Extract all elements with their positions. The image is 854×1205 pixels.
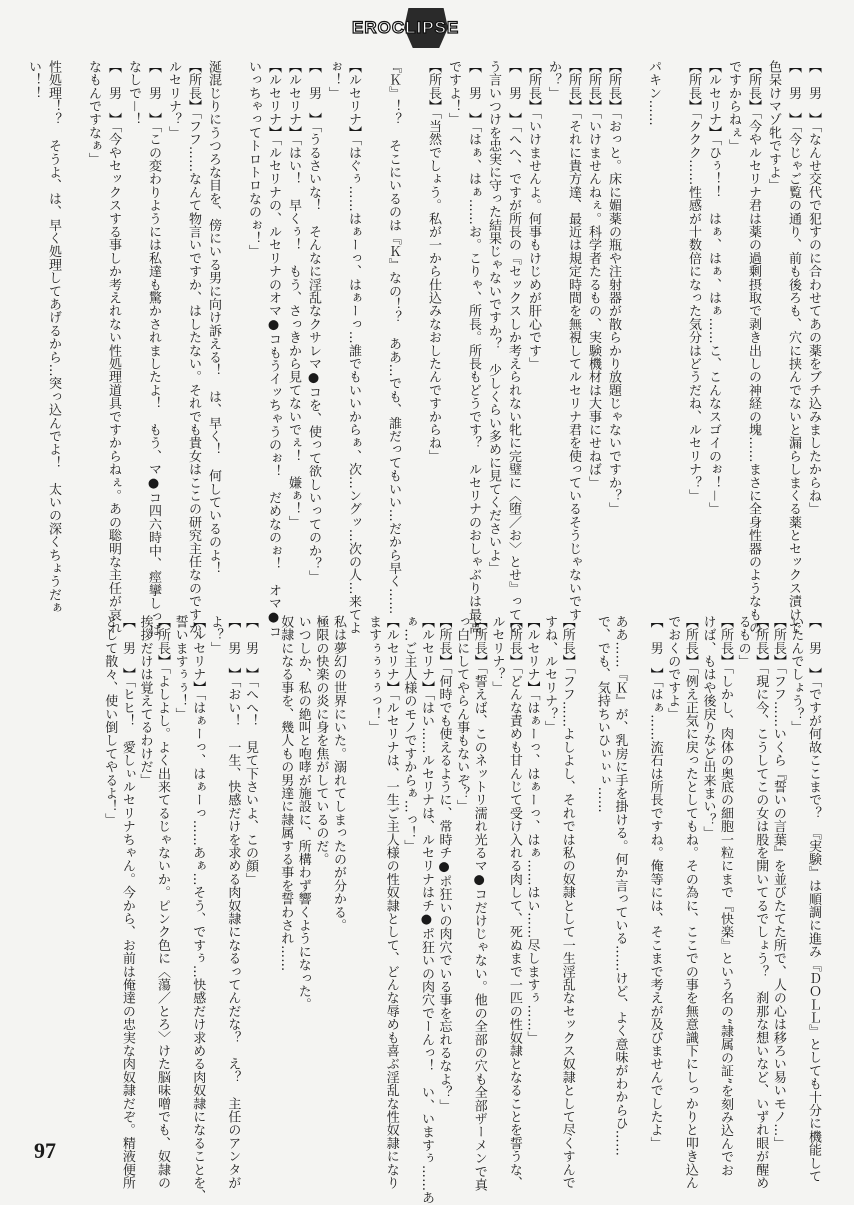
text-column	[345, 615, 363, 1155]
text-column: で、でも、気持ちいひぃぃぃ……	[594, 615, 610, 813]
text-column: 【 男 】「なんせ交代で犯すのに合わせてあの薬をブチ込みましたからね」	[806, 60, 821, 516]
text-column: 【 男 】「おい！ 一生、快感だけを求める肉奴隷になるってんだな？ え？ 主任のアンタが	[225, 615, 241, 1190]
text-column: 【所長】「しかし、肉体の奥底の細胞一粒にまで『快楽』という名の“隷属の証”を刻み込んでお	[718, 615, 734, 1177]
text-column: として散々、使い倒してやるよ！」	[102, 615, 118, 827]
text-column: ですからねぇ」	[726, 60, 741, 153]
text-column: ですよ！」	[446, 60, 461, 126]
text-column: 【所長】「例え正気に戻ったとしてもね。その為に、ここでの事を無意識下にしっかりと叩き込ん	[682, 615, 698, 1190]
text-column: ぉ！」	[326, 60, 341, 100]
text-column: 【ルセリナ】「はい……ルセリナは、ルセリナはチ●ポ狂いの肉穴でーんっ！ い、いますぅ……あ	[418, 615, 434, 1205]
text-column: 【所長】「当然でしょう。私が一から仕込みなおしたんですからね」	[426, 60, 441, 463]
text-column: いっちゃってトロトロなのぉ！」	[246, 60, 261, 258]
text-column	[60, 60, 80, 600]
text-column: 【所長】「フフ……いくら『誓いの言葉』を並びたてた所で、人の心は移ろい易いモノ…」	[770, 615, 786, 1150]
text-column: 極限の快楽の炎に身を焦がしているのだ。	[313, 615, 329, 866]
text-column: 【ルセリナ】「ひぅ！！ はぁ、はぁ、はぁ……こ、こんなスゴイのぉ！－」	[706, 60, 721, 516]
text-column: 【 男 】「この変わりようには私達も驚かされましたよ！ もう、マ●コ四六時中、痙攣しっぱ	[146, 60, 161, 637]
logo-text: EROCLIPSE	[352, 18, 460, 37]
text-column: 【所長】「いけませんよ。何事もけじめが肝心です」	[526, 60, 541, 371]
text-column: う言いつけを忠実に守った結果じゃないですか？ 少しくらい多めに見てくださいよ」	[486, 60, 501, 575]
text-column	[574, 615, 592, 1155]
text-column: 『Ｋ』！？ そこにいるのは『Ｋ』なの！？ ああ…でも、誰だってもいい…だから早く……	[386, 60, 401, 615]
text-column: 【所長】「いけませんねぇ。科学者たるもの、実験機材は大事にせねば」	[586, 60, 601, 490]
text-column: 【 男 】「はぁ、はぁ……お。こりゃ、所長。所長もどうです？ ルセリナのおしゃぶりは最高	[466, 60, 481, 635]
text-column: 【所長】「ククク……性感が十数倍になった気分はどうだね、ルセリナ？」	[686, 60, 701, 503]
text-column: 【ルセリナ】「ルセリナの、ルセリナのオマ●コもうイッちゃうのぉ！ だめなのぉ！ オマ●コ	[266, 60, 281, 639]
text-column: 涎混じりにうつろな目を、傍にいる男に向け訴える！ は、早く！ 何しているのよ！	[206, 60, 221, 575]
text-column: 色呆けマゾ牝ですよ」	[766, 60, 781, 192]
text-column: ああ……『Ｋ』が、乳房に手を掛ける。何か言っている……けど、よく意味がわからひ……	[612, 615, 628, 1157]
text-column: 【ルセリナ】「はぐぅ……はぁーっ、はぁーっ…誰でもいいからぁ、次…ングッ…次の人…来てよ	[346, 60, 361, 635]
text-column: 【 男 】「はぁ……流石は所長ですね。俺等には、そこまで考えが及びませんでしたよ」	[647, 615, 663, 1150]
text-column: 【ルセリナ】「はぁーっ、はぁーっ……あぁ…そう、ですぅ…快感だけ求める肉奴隷になることを、	[190, 615, 206, 1203]
text-column: 【ルセリナ】「ルセリナは、一生ご主人様の性奴隷として、どんな辱めも喜ぶ淫乱な性奴隷になり	[383, 615, 399, 1190]
text-column: よ？」	[207, 615, 223, 655]
text-column: ぁ…ご主人様のモノですからぁ…っ！」	[401, 615, 417, 853]
text-column: 【所長】「どんな責めも甘んじて受け入れる肉して、死ぬまで一匹の性奴隷となることを誓うな、	[506, 615, 522, 1190]
text-column: 【 男 】「今じゃご覧の通り、前も後ろも、穴に挟んでないと漏らしまくる薬とセックス漬けで	[786, 60, 801, 635]
text-column: 【所長】「おっと。床に媚薬の瓶や注射器が散らかり放題じゃないですか？」	[606, 60, 621, 516]
text-column: なしで－！	[126, 60, 141, 126]
text-column: 【所長】「今やルセリナ君は薬の過剰摂取で剥き出しの神経の塊……まさに全身性器のようなもの	[746, 60, 761, 635]
text-column: るもの」	[735, 615, 751, 668]
text-column: ルセリナ？」	[489, 615, 505, 695]
text-column	[660, 60, 680, 600]
text-column: 【所長】「それに貴方達、最近は規定時間を無視してルセリナ君を使っているそうじゃないです	[566, 60, 581, 622]
text-column: か？」	[546, 60, 561, 100]
text-column: すね、ルセリナ？」	[542, 615, 558, 734]
text-column	[220, 60, 240, 600]
text-column: 【所長】「現に今、こうしてこの女は股を開いてるでしょう？ 刹那な想いなど、いずれ眼が醒め	[753, 615, 769, 1190]
text-column: ますぅぅぅぅっ！」	[366, 615, 382, 734]
text-column: 挨拶だけは覚えてるわけだ」	[137, 615, 153, 787]
series-logo	[352, 8, 512, 48]
page-number: 97	[34, 1138, 56, 1163]
text-column: ルセリナ？」	[166, 60, 181, 140]
text-column: 【 男 】「ヒヒ！ 愛しぃルセリナちゃん。今から、お前は俺達の忠実な肉奴隷だぞ。精液便所	[119, 615, 135, 1190]
text-column: いつしか、私の絶叫と咆哮が施設に、所構わず響くようになった。	[295, 615, 311, 1011]
text-column: っ白にしてやらん事もないぞ？」	[454, 615, 470, 813]
text-column	[400, 60, 420, 600]
text-column: 私は夢幻の世界にいた。溺れてしまったのが分かる。	[330, 615, 346, 932]
lower-text-block	[99, 615, 821, 1205]
text-column: なもんですなぁ」	[86, 60, 101, 166]
text-column	[626, 615, 644, 1155]
text-column: 【 男 】「へへ！ 見て下さいよ、この顔」	[243, 615, 258, 886]
text-column: けば、もはや後戻りなど出来まい？」	[700, 615, 716, 840]
text-column	[360, 60, 380, 600]
text-column	[257, 615, 275, 1155]
upper-text-block	[20, 60, 821, 648]
text-column: いたんでしょう？」	[788, 615, 804, 734]
text-column: 【 男 】「うるさいな！ そんなに淫乱なクサレマ●コを、使って欲しいってのか？」	[306, 60, 321, 584]
text-column: 【所長】「誓えば、このネットリ濡れ光るマ●コだけじゃない。他の全部の穴も全部ザーメンで真	[471, 615, 487, 1192]
text-column: パキン……	[646, 60, 661, 126]
text-column: 【ルセリナ】「はい！ 早くぅ！ もう、さっきから見てないでぇ！ 嫌ぁ！」	[286, 60, 301, 529]
text-column: 【所長】「よしよし。よく出来てるじゃないか。ピンク色に〈蕩／とろ〉けた脳味噌でも、奴隷の	[155, 615, 171, 1190]
text-column: 【ルセリナ】「はぁーっ、はぁーっ、はぁ……はい……尽しますぅ……」	[524, 615, 540, 1045]
text-column: 【 男 】「ですが何故ここまで？ 『実験』は順調に進み『ＤＯＬＬ』としても十分に機能して	[806, 615, 821, 1183]
text-column: 【 男 】「今やセックスする事しか考えれない性処理道具ですからねぇ。あの聡明な主任が哀れ	[106, 60, 121, 635]
text-column: 性処理！？ そうよ、は、早く処理してあげるから…突っ込んでよ！ 太いの深くちょうだぁ	[46, 60, 61, 615]
text-column: い！！	[26, 60, 41, 100]
text-column: 【所長】「何時でも使えるように、常時チ●ポ狂いの肉穴でいる事を忘れるなよ？」	[436, 615, 452, 1113]
text-column: 誓いますぅぅ！」	[172, 615, 188, 721]
text-column: 【 男 】「へへ、ですが所長の『セックスしか考えられない牝に完璧に〈堕／お〉とせ』ってい	[506, 60, 521, 635]
text-column: 【所長】「フフ……よしよし、それでは私の奴隷として一生淫乱なセックス奴隷として尽くすんで	[559, 615, 575, 1190]
text-column: でおくのですよ」	[665, 615, 681, 721]
text-column: 奴隷になる事を、幾人もの男達に隷属する事を誓わされ……	[278, 615, 294, 972]
text-column: 【所長】「フフ……なんて物言いですか、はしたない。それでも貴女はここの研究主任なのですか、	[186, 60, 201, 648]
text-column	[620, 60, 640, 600]
